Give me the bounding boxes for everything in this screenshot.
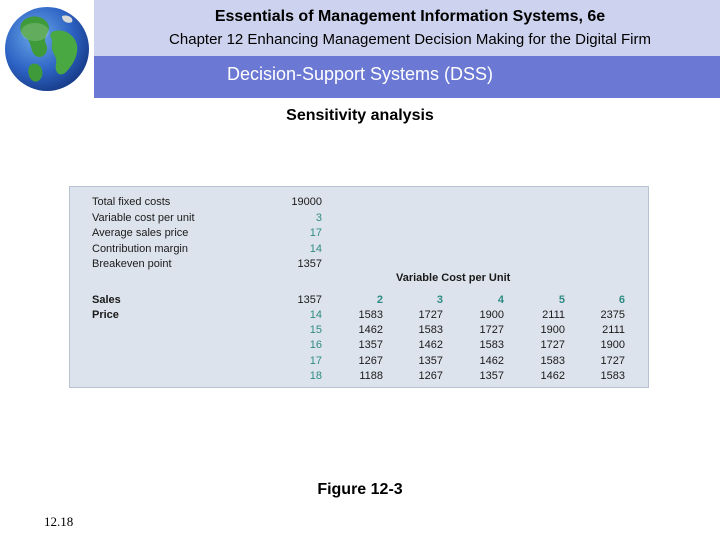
table-cell: 2111 (542, 309, 565, 321)
summary-label: Variable cost per unit (92, 211, 195, 224)
summary-value: 1357 (297, 258, 322, 270)
column-header: 4 (497, 294, 504, 306)
table-cell: 2111 (602, 324, 625, 337)
price-cell: 15 (309, 324, 322, 337)
price-label: Price (92, 309, 119, 321)
table-cell: 1900 (540, 324, 565, 337)
column-header: 3 (436, 294, 443, 306)
table-cell: 1357 (358, 339, 383, 352)
variable-cost-title: Variable Cost per Unit (396, 272, 511, 284)
table-cell: 1727 (540, 339, 565, 352)
table-cell: 1462 (358, 324, 383, 337)
summary-value: 3 (315, 211, 322, 224)
table-cell: 1900 (479, 309, 504, 321)
column-header: 2 (376, 294, 383, 306)
table-cell: 1583 (479, 339, 504, 352)
table-cell: 1357 (418, 354, 443, 367)
table-cell: 1462 (540, 369, 565, 382)
sensitivity-analysis-table (69, 186, 649, 388)
figure-caption: Figure 12-3 (317, 481, 403, 498)
price-cell: 18 (309, 369, 322, 382)
price-cell: 17 (309, 354, 322, 367)
table-cell: 1583 (358, 309, 383, 321)
column-header: 5 (558, 294, 565, 306)
summary-value: 17 (309, 227, 322, 239)
table-cell: 1583 (600, 369, 625, 382)
presentation-title: Essentials of Management Information Systems, 6e (214, 8, 606, 25)
summary-label: Contribution margin (92, 242, 188, 255)
slide-number: 12.18 (44, 514, 74, 529)
table-cell: 1462 (479, 354, 504, 367)
column-header: 1357 (297, 294, 322, 306)
summary-label: Breakeven point (92, 258, 172, 270)
table-cell: 1900 (600, 339, 625, 352)
globe-logo (0, 0, 94, 98)
table-cell: 1727 (479, 324, 504, 337)
table-cell: 1727 (418, 309, 443, 321)
table-cell: 1583 (540, 354, 565, 367)
summary-label: Average sales price (92, 227, 189, 239)
summary-value: 19000 (291, 196, 322, 208)
summary-value: 14 (309, 242, 322, 255)
table-cell: 1727 (600, 354, 625, 367)
chapter-subtitle: Chapter 12 Enhancing Management Decision Making for the Digital Firm (169, 31, 651, 48)
summary-label: Total fixed costs (92, 196, 171, 208)
table-cell: 1267 (358, 354, 383, 367)
sales-label: Sales (92, 294, 121, 306)
table-cell: 1357 (479, 369, 504, 382)
table-cell: 1188 (359, 369, 383, 382)
table-cell: 1462 (418, 339, 443, 352)
table-cell: 1267 (418, 369, 443, 382)
column-header: 6 (618, 294, 625, 306)
table-cell: 1583 (418, 324, 443, 337)
slide-heading: Sensitivity analysis (286, 107, 434, 124)
globe-icon (2, 2, 92, 96)
section-title: Decision-Support Systems (DSS) (226, 64, 494, 84)
table-cell: 2375 (600, 309, 625, 321)
price-cell: 16 (309, 339, 322, 352)
price-cell: 14 (309, 309, 322, 321)
